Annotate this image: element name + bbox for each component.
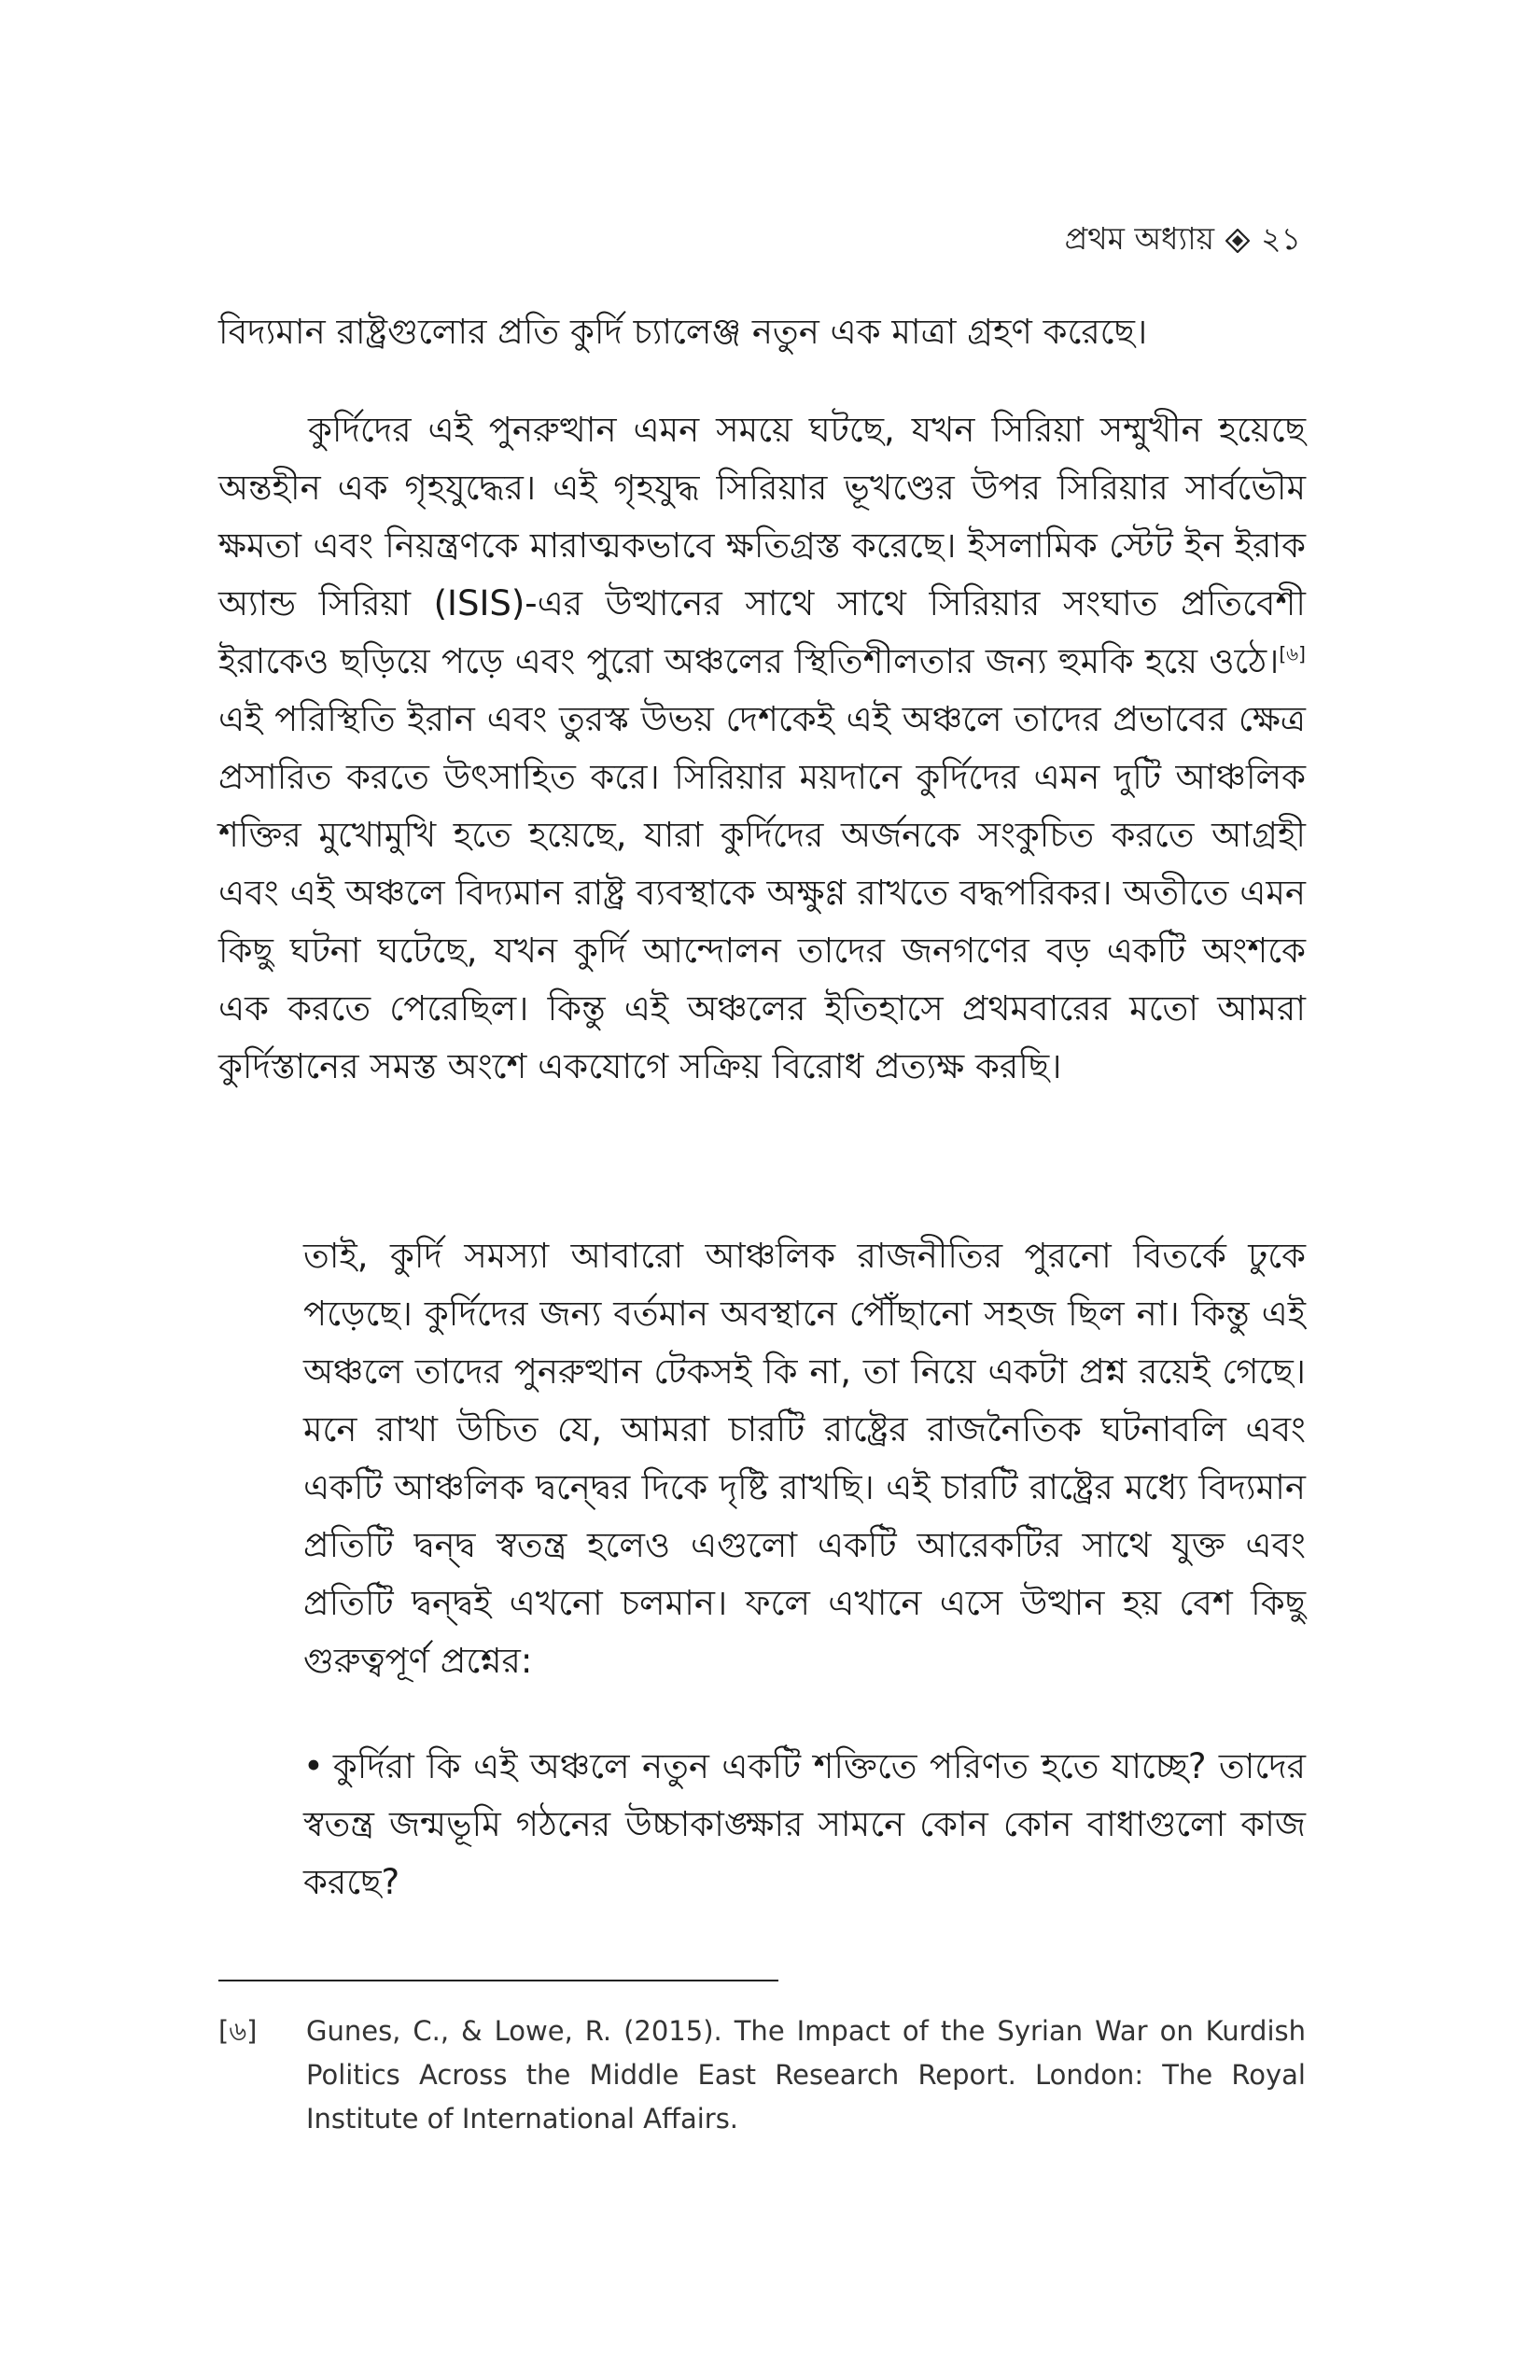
- footnote-reference[interactable]: [৬]: [1279, 642, 1306, 665]
- paragraph-kurdish-resurgence: [218, 401, 1306, 1096]
- footnote-text: Gunes, C., & Lowe, R. (2015). The Impact of the Syrian War on Kurdish Politics Across the Middle East Research Report. London: The Royal Institute of International Affairs.: [306, 2015, 1306, 2135]
- paragraph-continuation: বিদ্যমান রাষ্ট্রগুলোর প্রতি কুর্দি চ্যালেঞ্জ নতুন এক মাত্রা গ্রহণ করেছে।: [218, 312, 1148, 352]
- bullet-item: [303, 1738, 1306, 1911]
- chapter-title: প্রথম অধ্যায়: [1064, 220, 1215, 257]
- running-header: [1065, 215, 1301, 267]
- footnote-divider: [218, 1980, 778, 1981]
- footnote: [218, 2009, 1306, 2141]
- paragraph-text-part-1: কুর্দিদের এই পুনরুত্থান এমন সময়ে ঘটছে, যখন সিরিয়া সম্মুখীন হয়েছে অন্তহীন এক গৃহযুদ্ধের। এই গৃহযুদ্ধ সিরিয়ার ভূখণ্ডের উপর সিরিয়ার সার্বভৌম ক্ষমতা এবং নিয়ন্ত্রণকে মারাত্মকভাবে ক্ষতিগ্রস্ত করেছে। ইসলামিক স্টেট ইন ইরাক অ্যান্ড সিরিয়া (ISIS)-এর উত্থানের সাথে সাথে সিরিয়ার সংঘাত প্রতিবেশী ইরাকেও ছড়িয়ে পড়ে এবং পুরো অঞ্চলের স্থিতিশীলতার জন্য হুমকি হয়ে ওঠে।: [218, 410, 1306, 681]
- footnote-marker: [৬]: [218, 2015, 258, 2047]
- paragraph-kurdish-question: তাই, কুর্দি সমস্যা আবারো আঞ্চলিক রাজনীতির পুরনো বিতর্কে ঢুকে পড়েছে। কুর্দিদের জন্য বর্তমান অবস্থানে পৌঁছানো সহজ ছিল না। কিন্তু এই অঞ্চলে তাদের পুনরুত্থান টেকসই কি না, তা নিয়ে একটা প্রশ্ন রয়েই গেছে। মনে রাখা উচিত যে, আমরা চারটি রাষ্ট্রের রাজনৈতিক ঘটনাবলি এবং একটি আঞ্চলিক দ্বন্দ্বের দিকে দৃষ্টি রাখছি। এই চারটি রাষ্ট্রের মধ্যে বিদ্যমান প্রতিটি দ্বন্দ্ব স্বতন্ত্র হলেও এগুলো একটি আরেকটির সাথে যুক্ত এবং প্রতিটি দ্বন্দ্বই এখনো চলমান। ফলে এখানে এসে উত্থান হয় বেশ কিছু গুরুত্বপূর্ণ প্রশ্নের:: [303, 1236, 1306, 1681]
- diamond-icon: [1225, 229, 1250, 253]
- bullet-point: •: [303, 1746, 324, 1786]
- paragraph-text-part-2: এই পরিস্থিতি ইরান এবং তুরস্ক উভয় দেশকেই এই অঞ্চলে তাদের প্রভাবের ক্ষেত্র প্রসারিত করতে উৎসাহিত করে। সিরিয়ার ময়দানে কুর্দিদের এমন দুটি আঞ্চলিক শক্তির মুখোমুখি হতে হয়েছে, যারা কুর্দিদের অর্জনকে সংকুচিত করতে আগ্রহী এবং এই অঞ্চলে বিদ্যমান রাষ্ট্র ব্যবস্থাকে অক্ষুণ্ণ রাখতে বদ্ধপরিকর। অতীতে এমন কিছু ঘটনা ঘটেছে, যখন কুর্দি আন্দোলন তাদের জনগণের বড় একটি অংশকে এক করতে পেরেছিল। কিন্তু এই অঞ্চলের ইতিহাসে প্রথমবারের মতো আমরা কুর্দিস্তানের সমস্ত অংশে একযোগে সক্রিয় বিরোধ প্রত্যক্ষ করছি।: [218, 699, 1306, 1086]
- bullet-item-text: কুর্দিরা কি এই অঞ্চলে নতুন একটি শক্তিতে পরিণত হতে যাচ্ছে? তাদের স্বতন্ত্র জন্মভূমি গঠনের উচ্চাকাঙ্ক্ষার সামনে কোন কোন বাধাগুলো কাজ করছে?: [303, 1746, 1306, 1902]
- page-number: ২১: [1261, 220, 1301, 257]
